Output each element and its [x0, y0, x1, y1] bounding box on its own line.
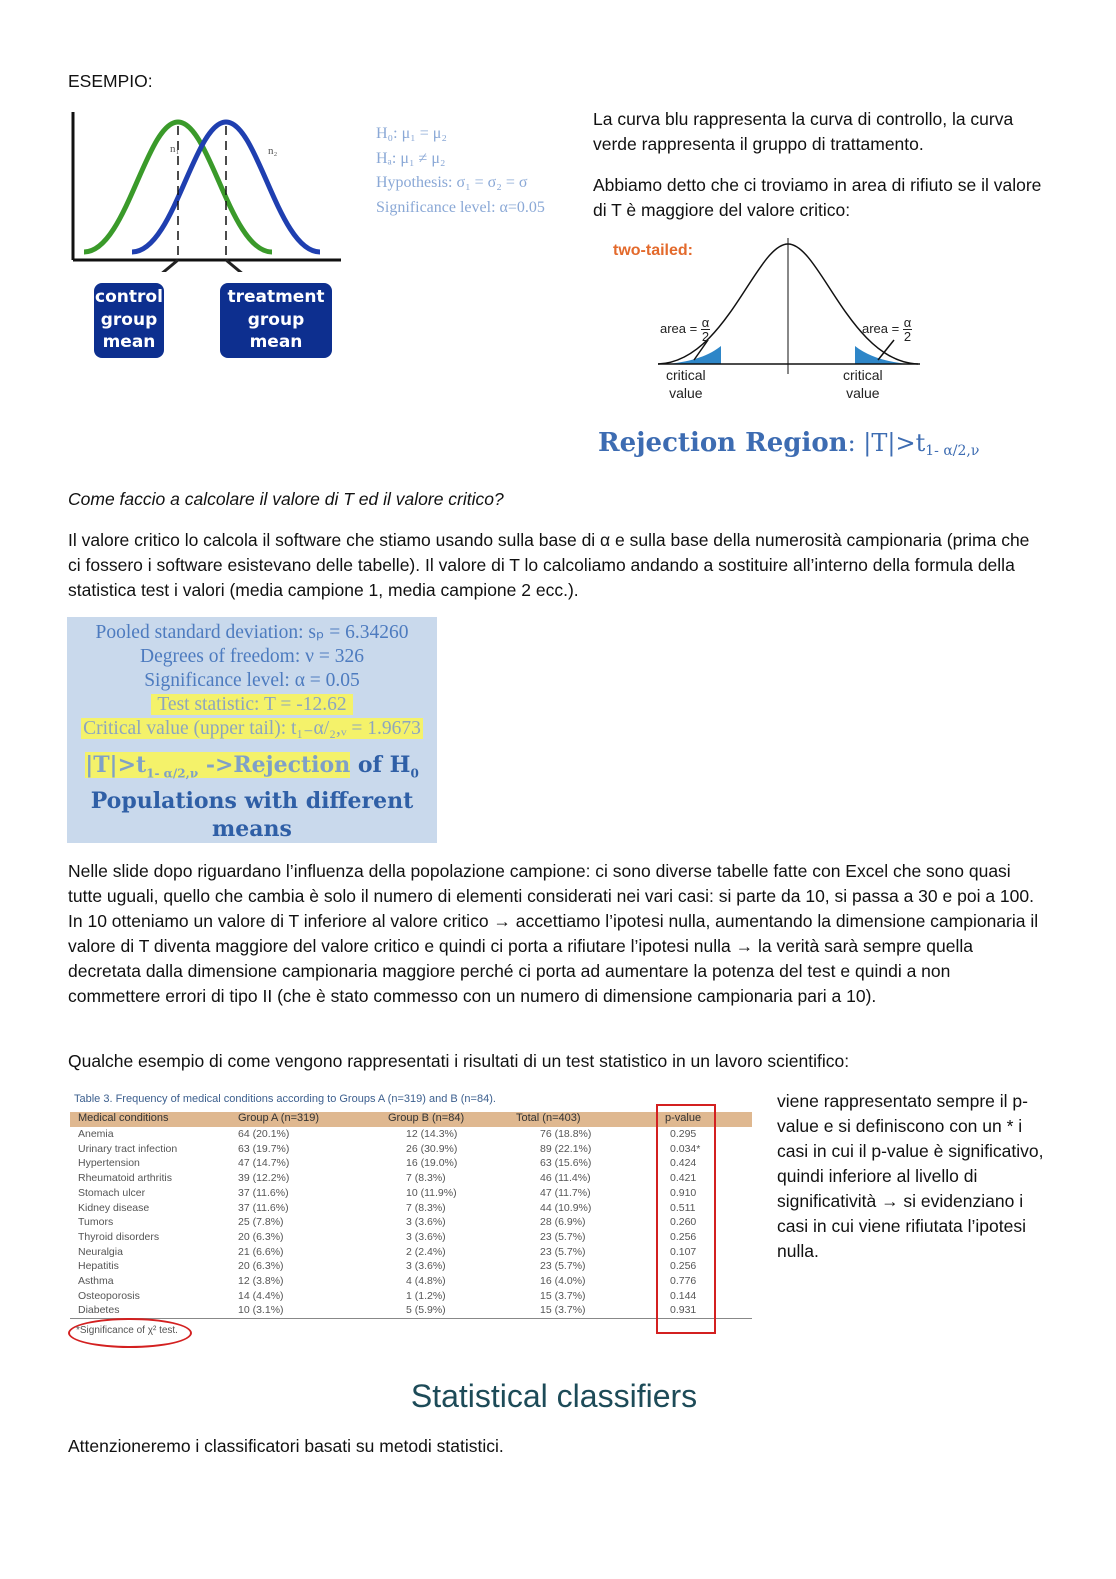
table-cell: 37 (11.6%) [238, 1186, 289, 1199]
table-cell: 2 (2.4%) [406, 1245, 446, 1258]
table-cell: 23 (5.7%) [540, 1230, 586, 1243]
table-cell: 0.260 [670, 1216, 697, 1229]
table-cell: 12 (14.3%) [406, 1128, 458, 1140]
of-h: of H [350, 752, 411, 778]
two: 2 [701, 329, 710, 344]
table-cell: Urinary tract infection [78, 1142, 178, 1155]
critical-line: value [846, 385, 880, 401]
table-cell: Hypertension [78, 1157, 140, 1170]
table-row [70, 1275, 752, 1289]
two-tailed-figure [600, 236, 1020, 466]
hypothesis-text: Hypothesis: σ₁ = σ₂ = σ [376, 174, 528, 191]
table-row [70, 1216, 752, 1230]
significance-line: Significance level: α = 0.05 [144, 670, 360, 691]
table-row [70, 1260, 752, 1274]
table-cell: 0.256 [670, 1260, 697, 1273]
table-cell: 0.931 [670, 1304, 697, 1317]
table-row [70, 1187, 752, 1201]
significance-text: Significance level: α=0.05 [376, 198, 545, 216]
table-cell: Stomach ulcer [78, 1186, 146, 1199]
badge-line: group [247, 309, 305, 330]
table-row [70, 1128, 752, 1142]
table-cell: 47 (11.7%) [540, 1186, 591, 1199]
table-cell: 3 (3.6%) [406, 1260, 446, 1273]
badge-line: control [95, 287, 163, 307]
table-cell: 1 (1.2%) [406, 1289, 446, 1302]
table-cell: 0.421 [670, 1172, 697, 1185]
table-cell: Tumors [78, 1216, 114, 1229]
two-curves-figure [66, 112, 586, 372]
table-footnote: *Significance of χ² test. [76, 1325, 178, 1336]
paragraph-curves: La curva blu rappresenta la curva di controllo, la curva verde rappresenta il gruppo di trattamento. [593, 109, 1014, 154]
stats-box [67, 617, 437, 843]
table-cell: 16 (19.0%) [406, 1157, 458, 1170]
results-table [68, 1090, 758, 1352]
col-header: Group B (n=84) [388, 1112, 465, 1124]
badge-line: mean [249, 332, 303, 352]
test-statistic-line [67, 693, 437, 717]
table-header-row [70, 1112, 752, 1127]
h0-text: H₀: μ₁ = μ₂ [376, 125, 447, 142]
table-cell: 63 (19.7%) [238, 1142, 290, 1155]
table-cell: 3 (3.6%) [406, 1216, 446, 1229]
control-group-mean-badge [94, 283, 164, 358]
col-header: Medical conditions [78, 1112, 169, 1124]
col-header: p-value [665, 1112, 702, 1124]
df-line: Degrees of freedom: ν = 326 [140, 646, 364, 667]
ha-text: Hₐ: μ₁ ≠ μ₂ [376, 149, 446, 167]
area-right-text: area = [862, 320, 900, 336]
paragraph-sample-size: Nelle slide dopo riguardano l’influenza della popolazione campione: ci sono diverse tabelle fatte con Excel che sono quasi tutte uguali, quello che cambia è solo il numero di elementi considerati nei vari casi: si parte da 10, si passa a 30 e poi a 100. In 10 otteniamo un valore di T inferiore al valore critico → accettiamo l’ipotesi nulla, aumentando la dimensione campionaria il valore di T diventa maggiore del valore critico e quindi ci porta a rifiutare l’ipotesi nulla → la verità sarà sempre quella decretata dalla dimensione campionaria maggiore perché ci porta ad aumentare la potenza del test e quindi a non commettere errori di tipo II (che è stato commesso con un numero di dimensione campionaria pari a 10). [68, 861, 1039, 1006]
alpha-fraction-right [903, 316, 912, 343]
closing-text: Attenzioneremo i classificatori basati su metodi statistici. [68, 1436, 504, 1456]
badge-line: group [100, 309, 158, 330]
badge-line: treatment [227, 287, 325, 307]
table-row [70, 1157, 752, 1171]
table-cell: Asthma [78, 1275, 114, 1287]
table-cell: Rheumatoid arthritis [78, 1172, 172, 1185]
arrow-treatment [226, 260, 250, 272]
paragraph-rejection: Abbiamo detto che ci troviamo in area di rifiuto se il valore di T è maggiore del valore critico: [593, 175, 1042, 220]
table-cell: 28 (6.9%) [540, 1216, 586, 1229]
table-cell: 0.034* [670, 1142, 701, 1155]
pooled-sd-line: Pooled standard deviation: sₚ = 6.34260 [95, 622, 409, 643]
rejection-title-text: Rejection Region [598, 428, 848, 458]
n1-label: n₁ [170, 143, 180, 155]
table-cell: 37 (11.6%) [238, 1201, 289, 1214]
table-cell: 5 (5.9%) [406, 1304, 446, 1317]
table-cell: Hepatitis [78, 1260, 119, 1273]
table-cell: 20 (6.3%) [238, 1260, 284, 1273]
table-cell: 63 (15.6%) [540, 1157, 592, 1170]
table-cell: 76 (18.8%) [540, 1128, 592, 1140]
paragraph-examples: Qualche esempio di come vengono rappresentati i risultati di un test statistico in un lavoro scientifico: [68, 1051, 850, 1071]
critical-value-left [666, 366, 706, 402]
area-left-text: area = [660, 320, 698, 336]
critical-line: critical [666, 367, 706, 383]
critical-value-text: Critical value (upper tail): t₁₋α/₂,ᵥ = 1.9673 [83, 718, 421, 739]
table-title: Table 3. Frequency of medical conditions according to Groups A (n=319) and B (n=84). [74, 1093, 496, 1105]
table-cell: 7 (8.3%) [406, 1201, 446, 1214]
rejection-word: ->Rejection [198, 752, 351, 778]
critical-value-line [67, 717, 437, 741]
table-cell: 23 (5.7%) [540, 1260, 586, 1273]
table-cell: 20 (6.3%) [238, 1230, 284, 1243]
table-cell: Thyroid disorders [78, 1230, 160, 1243]
table-cell: 0.910 [670, 1186, 697, 1199]
test-statistic-text: Test statistic: T = -12.62 [151, 694, 352, 715]
critical-line: value [669, 385, 703, 401]
rejection-region-title [598, 428, 979, 459]
two-tailed-chart [656, 236, 956, 386]
table-cell: Osteoporosis [78, 1289, 140, 1302]
table-bottom-rule [70, 1318, 752, 1319]
table-cell: Neuralgia [78, 1245, 123, 1258]
table-cell: 10 (11.9%) [406, 1186, 457, 1199]
hypotheses-block [376, 122, 545, 220]
table-cell: 12 (3.8%) [238, 1275, 284, 1287]
table-cell: 0.511 [670, 1201, 696, 1214]
arrow-control [154, 260, 178, 272]
table-cell: 15 (3.7%) [540, 1304, 586, 1317]
table-cell: 0.424 [670, 1157, 697, 1170]
col-header: Group A (n=319) [238, 1112, 320, 1124]
table-cell: 44 (10.9%) [540, 1201, 592, 1214]
table-cell: 64 (20.1%) [238, 1128, 290, 1140]
table-cell: 0.256 [670, 1230, 697, 1243]
rejection-sub: 1- α/2,ν [146, 766, 199, 781]
rejection-formula: : |T|>t [847, 429, 926, 457]
table-cell: 15 (3.7%) [540, 1289, 586, 1302]
table-row [70, 1304, 752, 1318]
pvalue-highlight-box [656, 1104, 716, 1334]
table-cell: 89 (22.1%) [540, 1142, 592, 1155]
table-cell: 23 (5.7%) [540, 1245, 586, 1258]
alpha-fraction-left [701, 316, 710, 343]
table-cell: 4 (4.8%) [406, 1275, 446, 1287]
two: 2 [903, 329, 912, 344]
rejection-statement [67, 751, 437, 787]
table-cell: Diabetes [78, 1304, 120, 1317]
table-row [70, 1231, 752, 1245]
treatment-group-mean-badge [220, 283, 332, 358]
h-sub: 0 [410, 766, 419, 781]
table-cell: 0.776 [670, 1275, 697, 1287]
rejection-t: |T|>t [85, 752, 147, 778]
table-cell: 25 (7.8%) [238, 1216, 284, 1229]
table-row [70, 1246, 752, 1260]
badge-line: mean [102, 332, 156, 352]
table-cell: 21 (6.6%) [238, 1245, 284, 1258]
table-cell: 7 (8.3%) [406, 1172, 446, 1185]
col-header: Total (n=403) [516, 1112, 581, 1124]
n2-label: n₂ [268, 145, 278, 157]
area-right [862, 316, 912, 343]
table-cell: 47 (14.7%) [238, 1157, 290, 1170]
table-cell: Anemia [78, 1128, 114, 1140]
table-cell: 14 (4.4%) [238, 1289, 284, 1302]
section-title: Statistical classifiers [410, 1378, 698, 1414]
table-cell: 0.144 [670, 1289, 697, 1302]
table-cell: 16 (4.0%) [540, 1275, 586, 1287]
esempio-label: ESEMPIO: [68, 71, 153, 91]
area-left [660, 316, 710, 343]
table-cell: Kidney disease [78, 1201, 150, 1214]
table-cell: 46 (11.4%) [540, 1172, 591, 1185]
table-note: viene rappresentato sempre il p-value e si definiscono con un * i casi in cui il p-value è significativo, quindi inferiore al livello di significatività → si evidenziano i casi in cui viene rifiutata l’ipotesi nulla. [777, 1091, 1044, 1261]
means-line: means [212, 816, 292, 843]
critical-line: critical [843, 367, 883, 383]
two-curves-chart [66, 112, 346, 272]
table-cell: 0.107 [670, 1245, 697, 1258]
table-cell: 3 (3.6%) [406, 1230, 446, 1243]
table-cell: 39 (12.2%) [238, 1172, 290, 1185]
question-text: Come faccio a calcolare il valore di T ed il valore critico? [68, 489, 504, 509]
alpha: α [701, 315, 710, 330]
rejection-hl [85, 752, 351, 781]
table-cell: 10 (3.1%) [238, 1304, 284, 1317]
table-row [70, 1202, 752, 1216]
alpha: α [903, 315, 912, 330]
rejection-subscript: 1- α/2,ν [925, 443, 980, 460]
two-tailed-label: two-tailed: [613, 242, 693, 259]
table-cell: 26 (30.9%) [406, 1142, 458, 1155]
paragraph-critical-value: Il valore critico lo calcola il software che stiamo usando sulla base di α e sulla base della numerosità campionaria (prima che ci fossero i software esistevano delle tabelle). Il valore di T lo calcoliamo andando a sostituire all’interno della formula della statistica test i valori (media campione 1, media campione 2 ecc.). [68, 530, 1030, 600]
table-row [70, 1290, 752, 1304]
table-cell: 0.295 [670, 1128, 697, 1140]
table-row [70, 1172, 752, 1186]
table-row [70, 1143, 752, 1157]
populations-line: Populations with different [90, 788, 414, 815]
critical-value-right [843, 366, 883, 402]
